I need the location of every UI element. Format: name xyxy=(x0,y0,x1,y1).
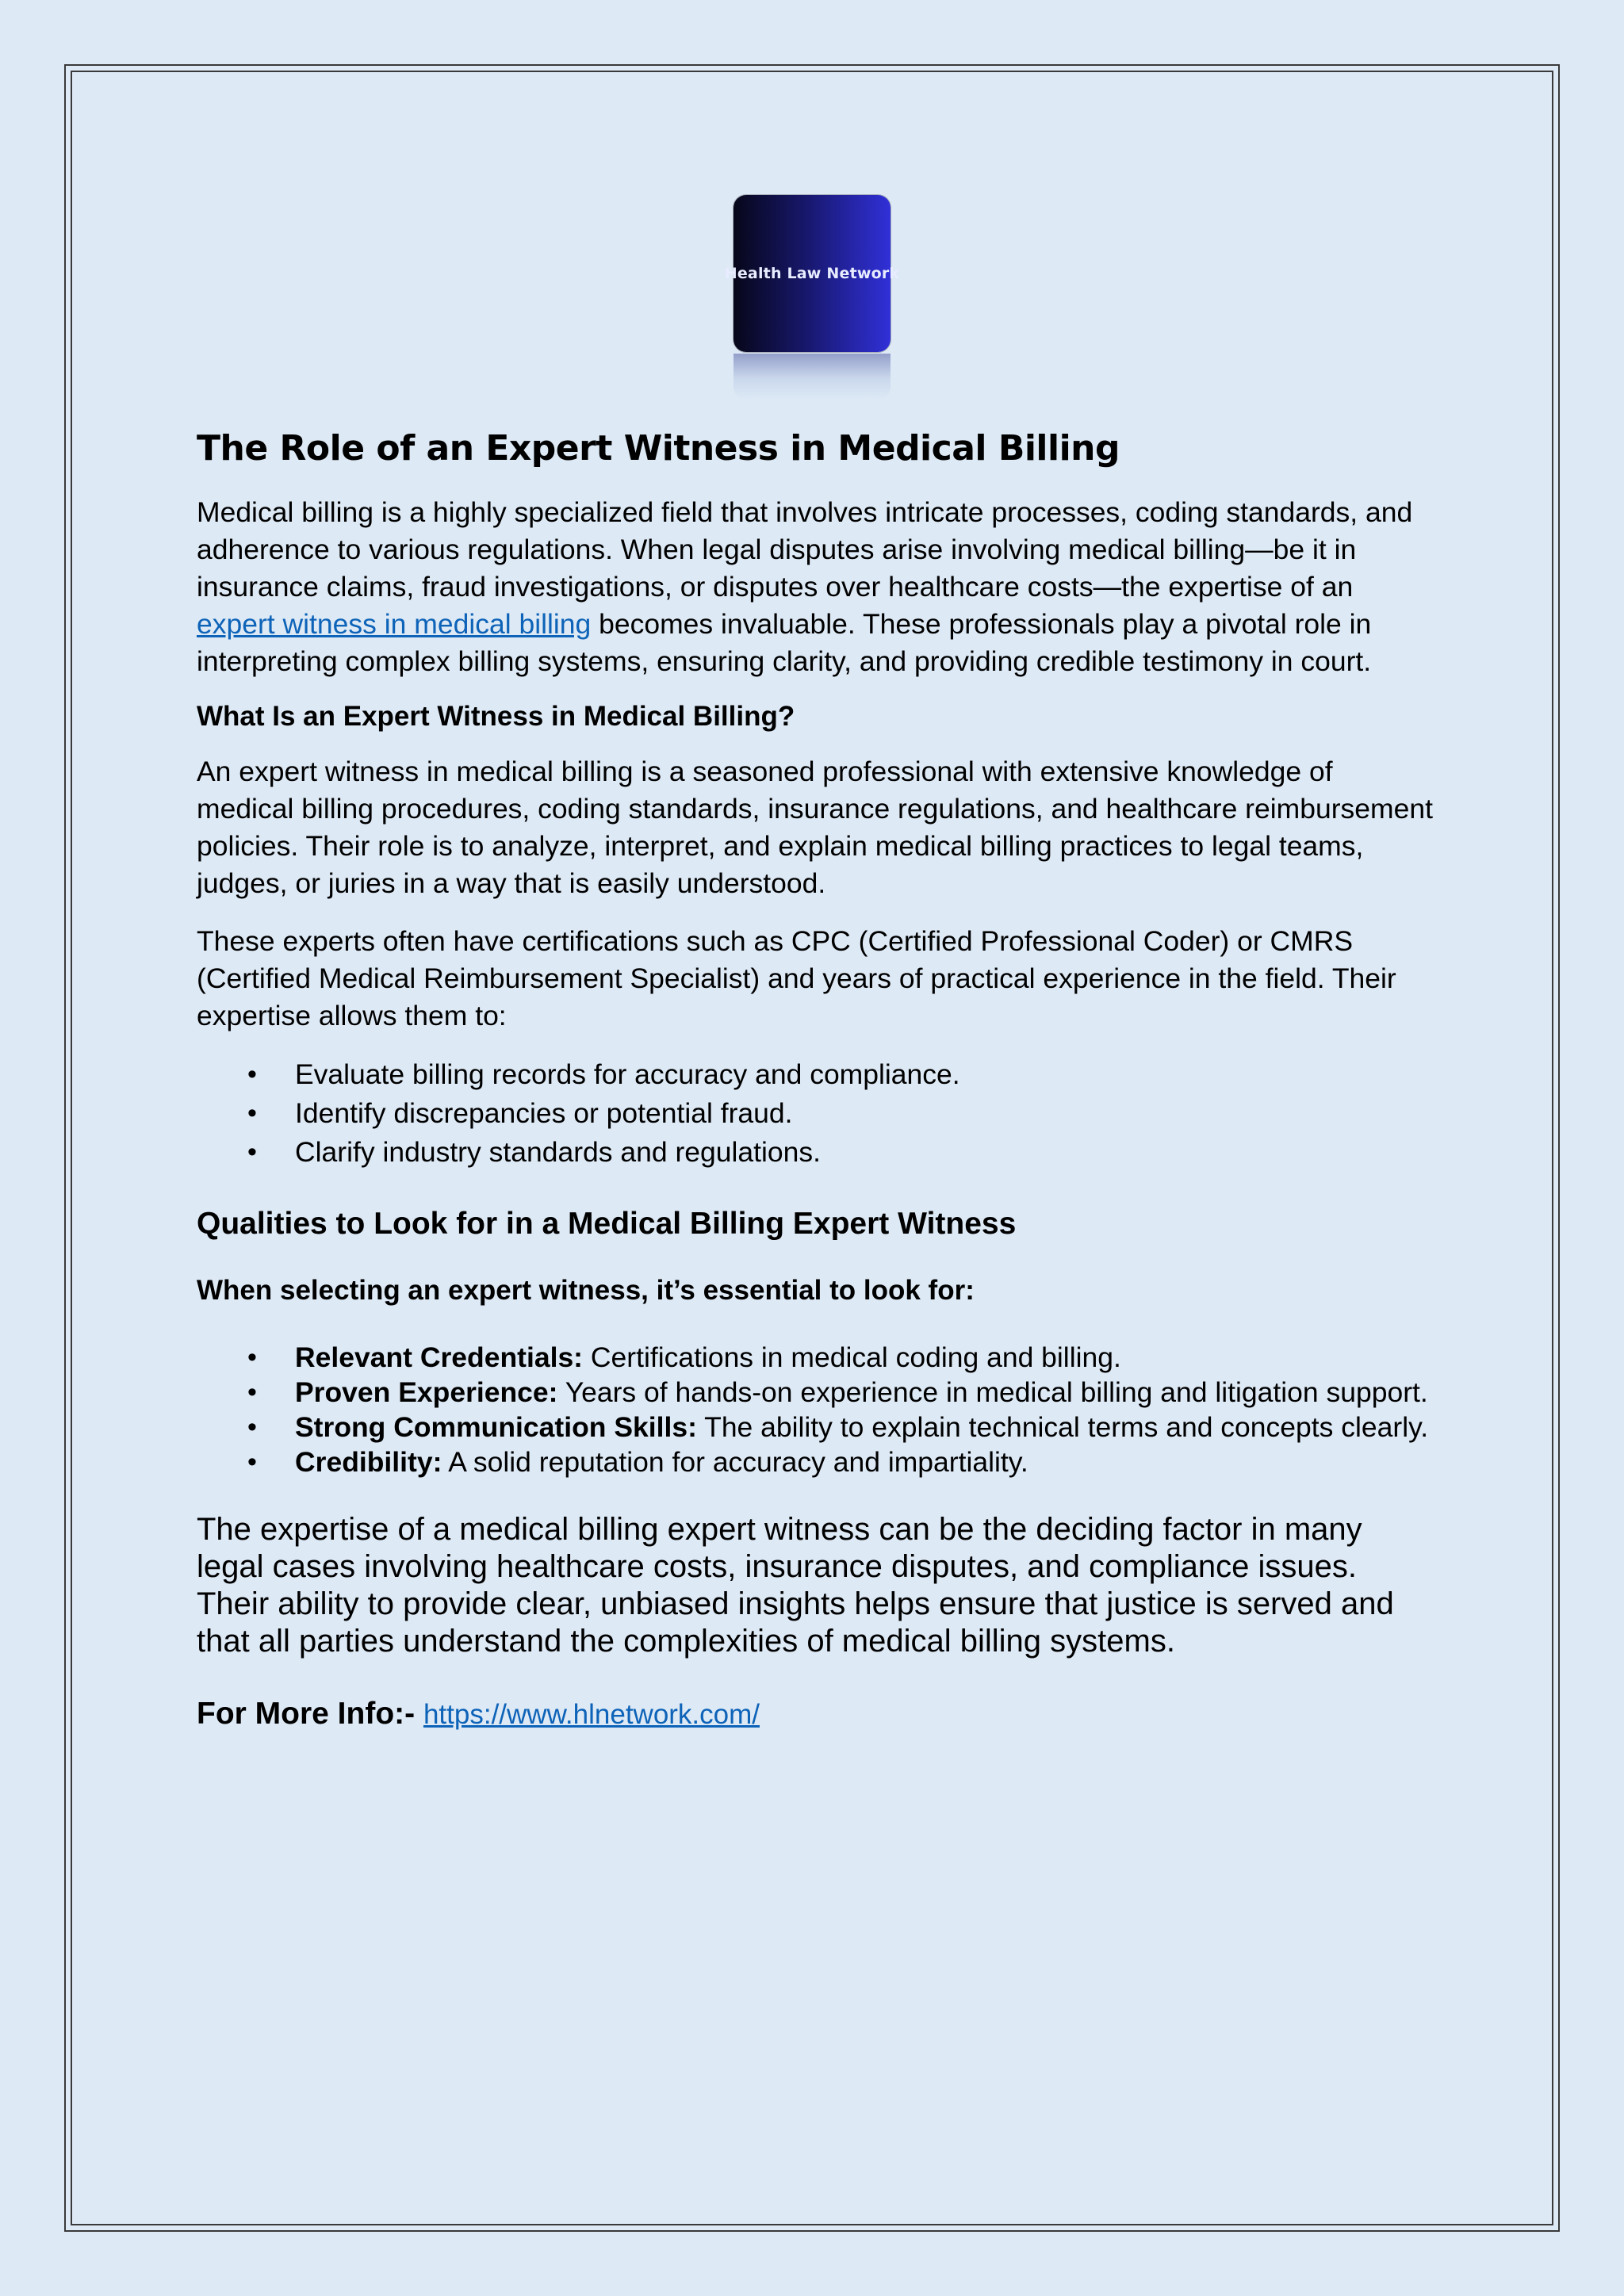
logo-text: Health Law Network xyxy=(724,265,900,282)
quality-text: Certifications in medical coding and billing. xyxy=(583,1341,1121,1373)
section1-paragraph-2: These experts often have certifications such as CPC (Certified Professional Coder) or CMRS (Certified Medical Reimbursement Specialist) and years of practical experience in the field. Their expertise allows them to: xyxy=(197,924,1396,1031)
quality-label: Proven Experience: xyxy=(295,1376,558,1408)
intro-text-before-link: Medical billing is a highly specialized field that involves intricate processes, coding standards, and adherence to various regulations. When legal disputes arise involving medical billing—be it in insurance claims, fraud investigations, or disputes over healthcare costs—the expertise of an xyxy=(197,496,1413,603)
document-body xyxy=(197,428,1434,1734)
quality-label: Credibility: xyxy=(295,1445,442,1478)
list-item xyxy=(197,1445,1434,1479)
qualities-list xyxy=(197,1340,1434,1479)
document-title: The Role of an Expert Witness in Medical Billing xyxy=(197,428,1120,469)
intro-paragraph xyxy=(197,494,1434,680)
quality-label: Strong Communication Skills: xyxy=(295,1410,697,1443)
logo-reflection xyxy=(733,354,891,400)
conclusion-paragraph: The expertise of a medical billing expert witness can be the deciding factor in many legal cases involving healthcare costs, insurance disputes, and compliance issues. Their ability to provide clear, unbiased insights helps ensure that justice is served and that all parties understand the complexities of medical billing systems. xyxy=(197,1511,1394,1659)
website-link[interactable]: https://www.hlnetwork.com/ xyxy=(423,1698,760,1730)
quality-label: Relevant Credentials: xyxy=(295,1341,584,1373)
intro-text-after-link: becomes invaluable. These professionals play a pivotal role in interpreting complex billing systems, ensuring clarity, and providing credible testimony in court. xyxy=(197,607,1372,677)
logo-block xyxy=(724,195,900,401)
more-info-line xyxy=(197,1695,1434,1734)
list-item: • Clarify industry standards and regulations. xyxy=(197,1133,1434,1172)
section1-paragraph-1: An expert witness in medical billing is a seasoned professional with extensive knowledge of medical billing procedures, coding standards, insurance regulations, and healthcare reimbursement policies. Their role is to analyze, interpret, and explain medical billing practices to legal teams, judges, or juries in a way that is easily understood. xyxy=(197,755,1433,899)
section2-heading: Qualities to Look for in a Medical Billing Expert Witness xyxy=(197,1206,1017,1241)
list-item xyxy=(197,1340,1434,1375)
more-info-label: For More Info:- xyxy=(197,1696,416,1731)
quality-text: A solid reputation for accuracy and impartiality. xyxy=(442,1445,1028,1478)
expertise-list xyxy=(197,1055,1434,1172)
quality-text: The ability to explain technical terms and concepts clearly. xyxy=(696,1410,1429,1443)
list-item xyxy=(197,1375,1434,1410)
expert-witness-link[interactable]: expert witness in medical billing xyxy=(197,607,592,640)
list-item xyxy=(197,1410,1434,1445)
list-item: • Evaluate billing records for accuracy and compliance. xyxy=(197,1055,1434,1094)
section2-subheading: When selecting an expert witness, it’s essential to look for: xyxy=(197,1274,975,1306)
quality-text: Years of hands-on experience in medical billing and litigation support. xyxy=(557,1376,1428,1408)
list-item: • Identify discrepancies or potential fraud. xyxy=(197,1094,1434,1133)
section1-heading: What Is an Expert Witness in Medical Billing? xyxy=(197,700,795,732)
health-law-network-logo xyxy=(724,195,900,352)
